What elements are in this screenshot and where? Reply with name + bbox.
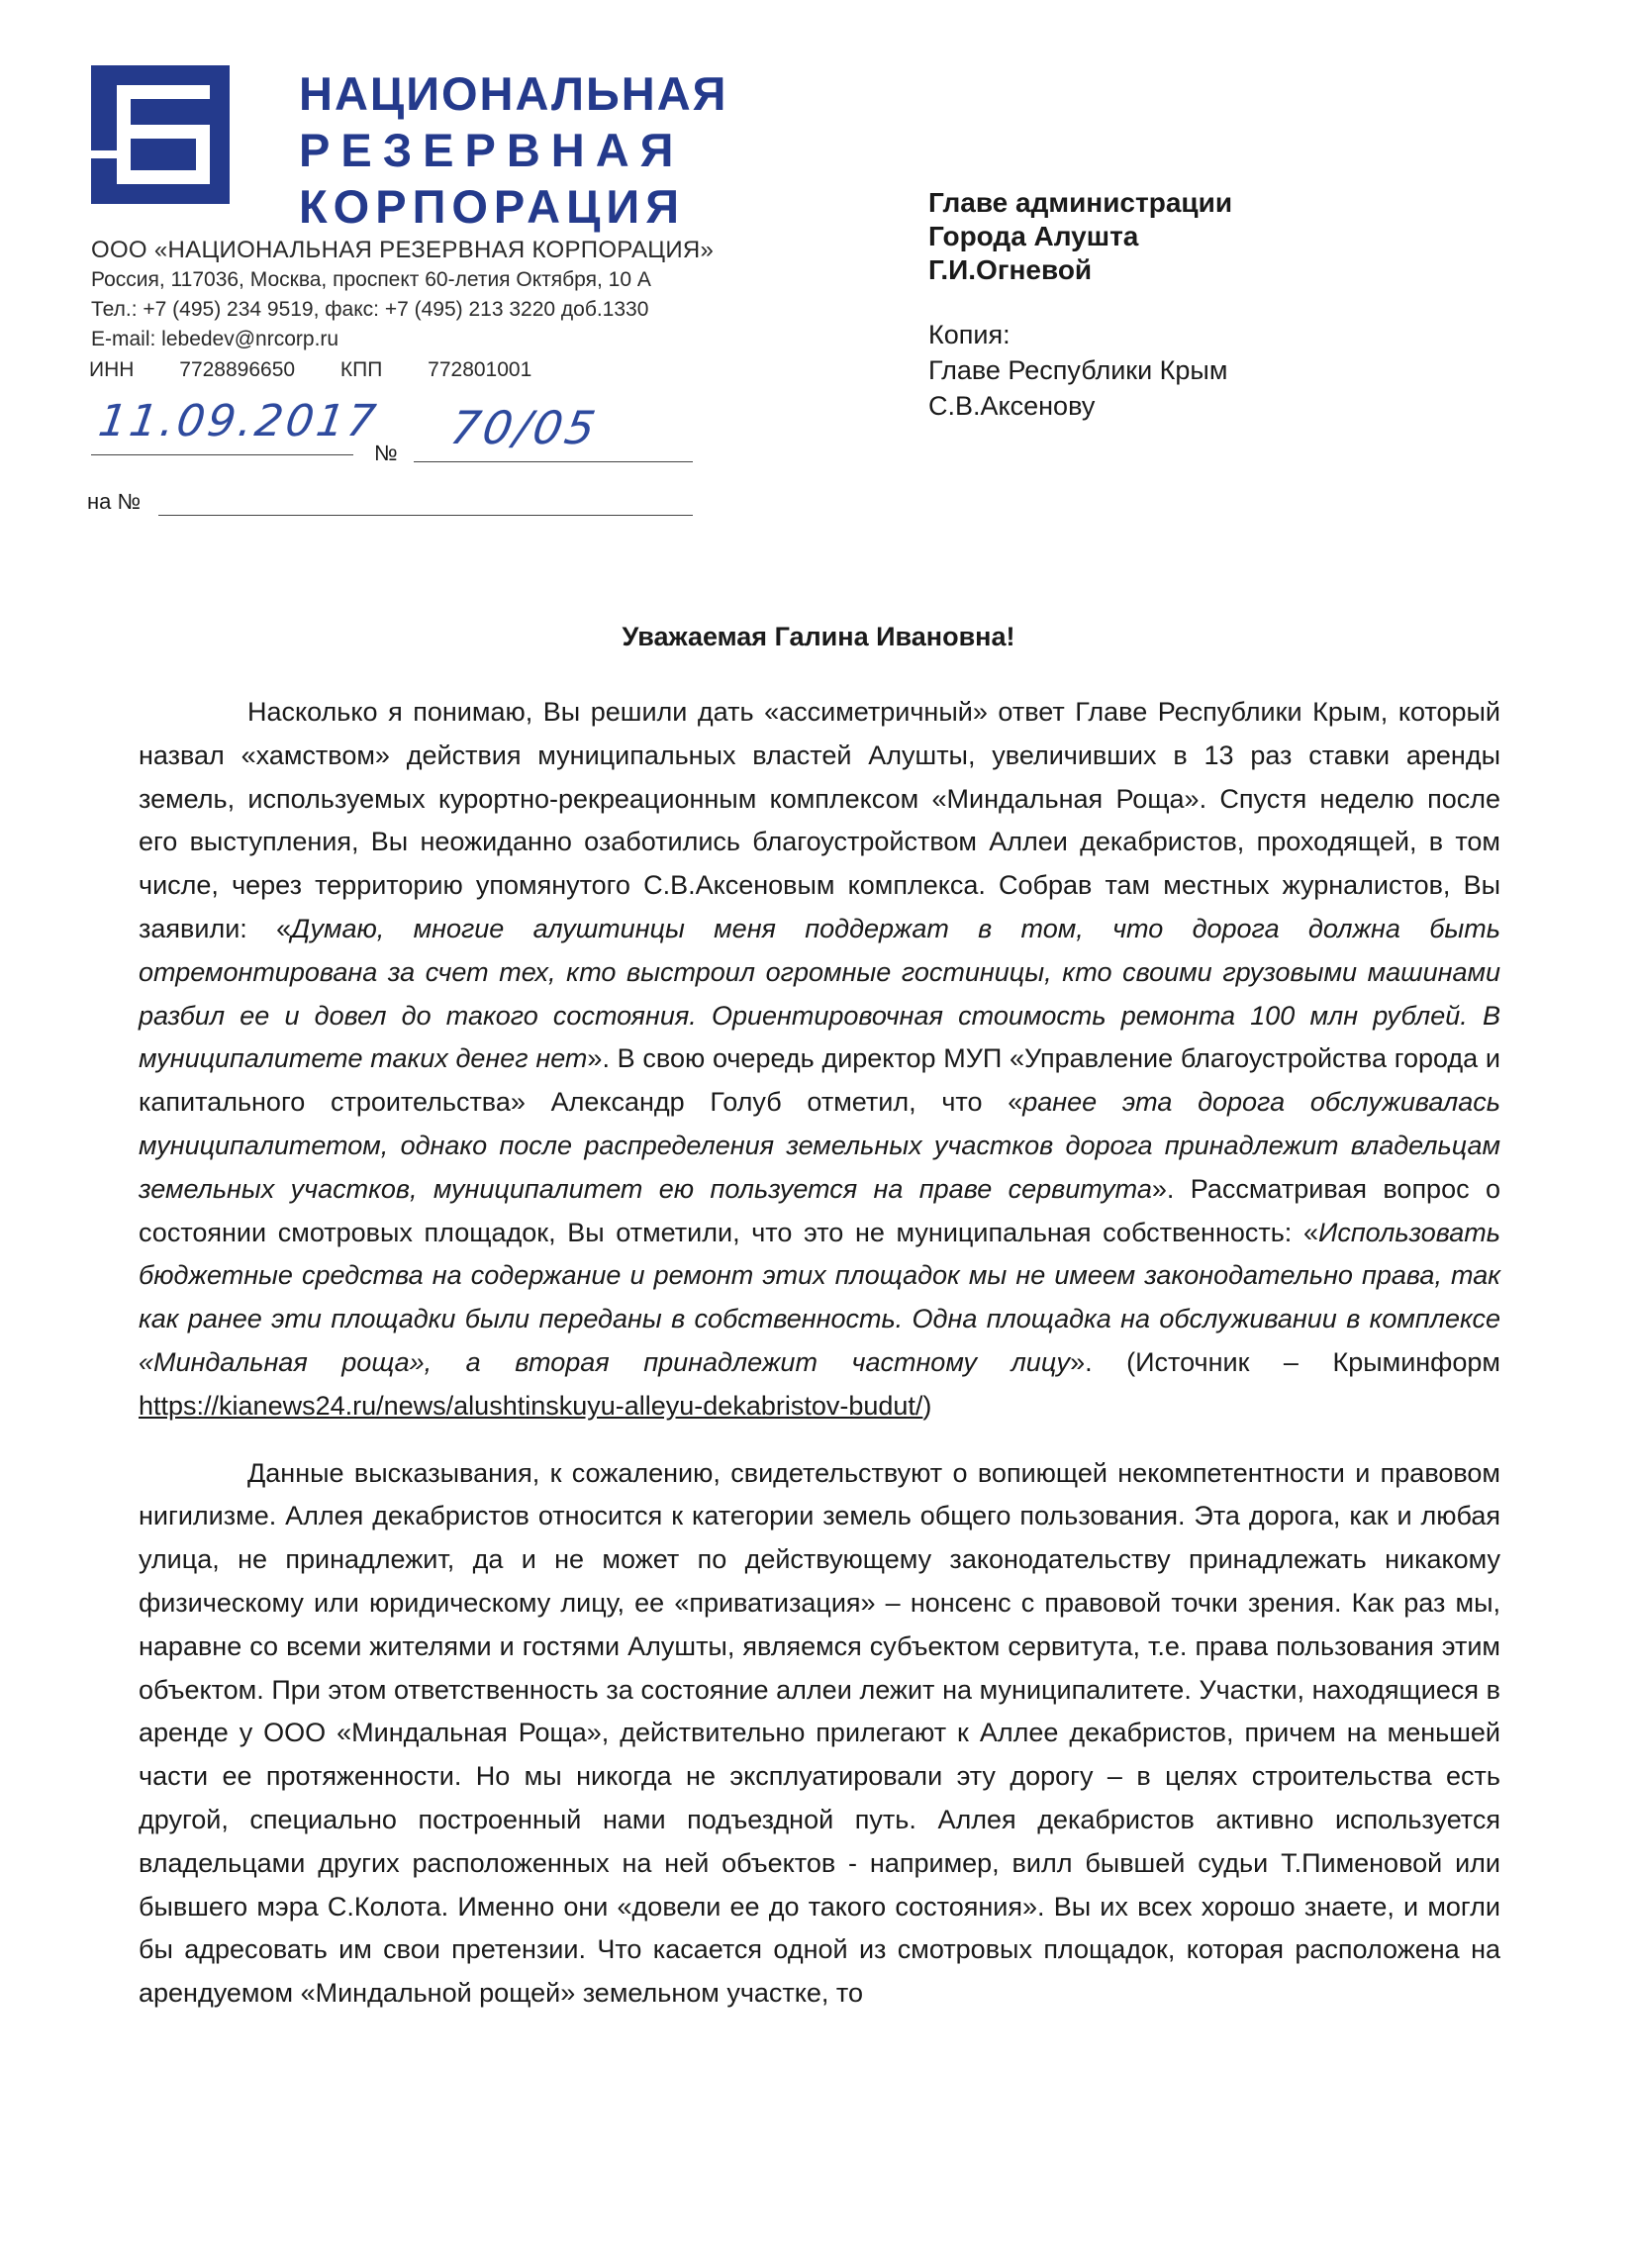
brand-line-3: КОРПОРАЦИЯ (299, 180, 685, 233)
addressee-line-1: Главе администрации (928, 187, 1233, 218)
quote-platforms: Использовать бюджетные средства на содержание и ремонт этих площадок мы не имеем законодательно права, так как ранее эти площадки были переданы в собственность. Одна площадка на обслуживании в комплексе «Миндальная роща», а вторая принадлежит частному лицу (139, 1217, 1500, 1377)
p1-text-d: ». (Источник – Крыминформ (1070, 1346, 1500, 1377)
company-kpp: КПП 772801001 (339, 358, 532, 381)
brand-line-1: НАЦИОНАЛЬНАЯ (299, 67, 728, 120)
registration-number-label: № (374, 441, 398, 465)
source-link[interactable]: https://kianews24.ru/news/alushtinskuyu-alleyu-dekabristov-budut/ (139, 1390, 923, 1421)
company-legal-name: ООО «НАЦИОНАЛЬНАЯ РЕЗЕРВНАЯ КОРПОРАЦИЯ» (91, 237, 715, 263)
p1-text-e: ) (922, 1390, 932, 1421)
company-brand (299, 65, 727, 235)
quote-mayor: Думаю, многие алуштинцы меня поддержат в том, что дорога должна быть отремонтирована за счет тех, кто выстроил огромные гостиницы, кто своими грузовыми машинами разбил ее и довел до такого состояния. Ориентировочная стоимость ремонта 100 млн рублей. В муниципалитете таких денег нет (139, 913, 1500, 1074)
registration-date: 11.09.2017 (95, 396, 382, 446)
paragraph-2: Данные высказывания, к сожалению, свидетельствуют о вопиющей некомпетентности и правовом нигилизме. Аллея декабристов относится к категории земель общего пользования. Эта дорога, как и любая улица, не принадлежит, да и не может по действующему законодательству принадлежать никакому физическому или юридическому лицу, ее «приватизация» – нонсенс с правовой точки зрения. Как раз мы, наравне со всеми жителями и гостями Алушты, являемся субъектом сервитута, т.е. права пользования этим объектом. При этом ответственность за состояние аллеи лежит на муниципалитете. Участки, находящиеся в аренде у ООО «Миндальная Роща», действительно прилегают к Аллее декабристов, причем на меньшей части ее протяженности. Но мы никогда не эксплуатировали эту дорогу – в целях строительства есть другой, специально построенный нами подъездной путь. Аллея декабристов активно используется владельцами других расположенных на ней объектов - например, вилл бывшей судьи Т.Пименовой или бывшего мэра С.Колота. Именно они «довели ее до такого состояния». Вы их всех хорошо знаете, и могли бы адресовать им свои претензии. Что касается одной из смотровых площадок, которая расположена на арендуемом «Миндальной рощей» земельном участке, то (139, 1457, 1500, 2009)
reply-to-label: на № (87, 489, 142, 514)
company-email: E-mail: lebedev@nrcorp.ru (91, 328, 339, 350)
brand-line-2: РЕЗЕРВНАЯ (299, 124, 685, 176)
addressee-line-2: Города Алушта (928, 221, 1139, 251)
company-logo-icon (91, 65, 230, 204)
addressee-block (928, 186, 1232, 424)
company-phone: Тел.: +7 (495) 234 9519, факс: +7 (495) 213 3220 доб.1330 (91, 298, 649, 321)
quote-golub: ранее эта дорога обслуживалась муниципалитетом, однако после распределения земельных участков дорога принадлежит владельцам земельных участков, муниципалитет ею пользуется на праве сервитута (139, 1087, 1500, 1204)
registration-date-line (91, 454, 353, 455)
p1-text-a: Насколько я понимаю, Вы решили дать «ассиметричный» ответ Главе Республики Крым, который назвал «хамством» действия муниципальных властей Алушты, увеличивших в 13 раз ставки аренды земель, используемых курортно-рекреационным комплексом «Миндальная Роща». Спустя неделю после его выступления, Вы неожиданно озаботились благоустройством Аллеи декабристов, проходящей, в том числе, через территорию упомянутого С.В.Аксеновым комплекса. Собрав там местных журналистов, Вы заявили: « (139, 697, 1500, 943)
registration-number-field (414, 401, 693, 462)
p1-text-b: ». В свою очередь директор МУП «Управление благоустройства города и капитального строительства» Александр Голуб отметил, что « (139, 1043, 1500, 1118)
letter-body (139, 691, 1500, 2016)
reply-to-line (158, 515, 693, 516)
copy-label: Копия: (928, 320, 1011, 349)
company-ids (89, 358, 531, 382)
copy-line-2: С.В.Аксенову (928, 391, 1096, 421)
registration-number: 70/05 (446, 401, 603, 454)
p1-text-c: ». Рассматривая вопрос о состоянии смотровых площадок, Вы отметили, что это не муниципальная собственность: « (139, 1173, 1500, 1247)
company-inn: ИНН 7728896650 (89, 358, 296, 381)
company-address: Россия, 117036, Москва, проспект 60-летия Октября, 10 А (91, 268, 651, 291)
addressee-line-3: Г.И.Огневой (928, 254, 1093, 285)
company-requisites (91, 236, 714, 354)
paragraph-1 (139, 691, 1500, 1429)
copy-line-1: Главе Республики Крым (928, 355, 1228, 385)
letter-greeting: Уважаемая Галина Ивановна! (622, 622, 1015, 651)
registration-number-line (414, 461, 693, 462)
registration-date-field (91, 396, 382, 455)
